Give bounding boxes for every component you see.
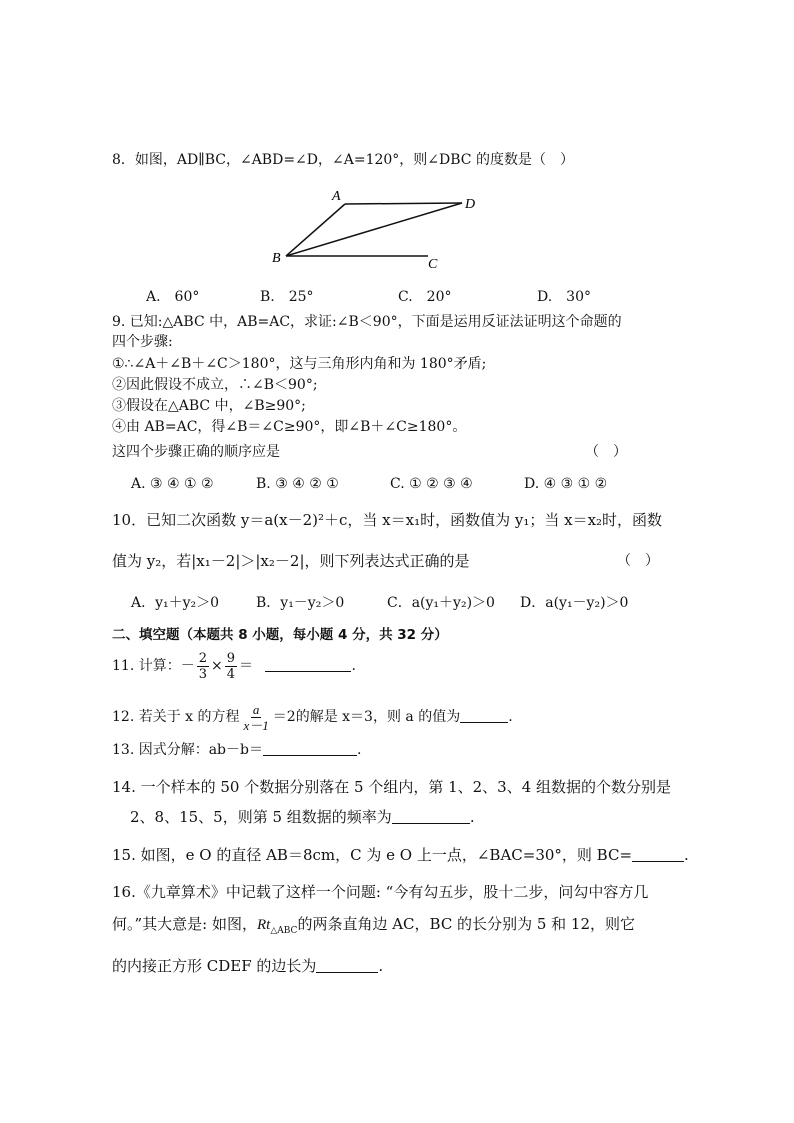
q16-line-3 [112,956,383,976]
q11-equals: ＝ [239,658,254,674]
q16-rt-subscript: △ABC [270,926,298,936]
q14-answer-blank[interactable] [392,809,470,824]
label-b: B [272,251,281,266]
q9-step-4: ④由 AB=AC，得∠B＝∠C≥90°，即∠B＋∠C≥180°。 [112,419,467,435]
q11-fraction-2-numerator: 9 [226,650,236,666]
q8-option-b: B. 25° [260,289,314,305]
q8-stem: 8．如图，AD∥BC，∠ABD=∠D，∠A=120°，则∠DBC 的度数是（ ） [112,152,574,168]
q11-fraction-1-denominator: 3 [198,666,207,682]
q9-option-c: C. ① ② ③ ④ [390,476,473,492]
q16-rt: Rt [257,917,271,933]
q12-middle: ＝2的解是 x＝3，则 a 的值为 [272,709,461,725]
q9-stem-line-1: 9. 已知:△ABC 中，AB=AC，求证:∠B＜90°，下面是运用反证法证明这个命题的 [112,314,622,330]
segment-ab [286,204,345,256]
q12-fraction-denominator: x－1 [243,717,269,733]
q12-end: . [508,709,513,725]
q11-prefix: 11. 计算：－ [112,658,195,674]
q12-prefix: 12. 若关于 x 的方程 [112,709,240,725]
q11-fraction-1-numerator: 2 [198,650,207,666]
q14-line-2-prefix: 2、8、15、5，则第 5 组数据的频率为 [130,808,392,826]
q10-stem-line-1: 10．已知二次函数 y＝a(x－2)²＋c，当 x＝x₁时，函数值为 y₁；当 x＝x₂时，函数 [112,511,663,529]
q8-figure [260,182,490,272]
q10-option-b: B．y₁－y₂＞0 [256,595,345,611]
q15-prefix: 15. 如图，e O 的直径 AB＝8cm，C 为 e O 上一点，∠BAC=30°，则 BC= [112,846,633,864]
section-2-title: 二、填空题（本题共 8 小题，每小题 4 分，共 32 分） [112,627,448,643]
q16-end: . [378,957,384,975]
q12-fraction [242,702,271,733]
q13-answer-blank[interactable] [263,741,357,756]
q13-prefix: 13. 因式分解：ab－b＝ [112,742,263,758]
q11 [112,647,356,685]
q9-step-2: ②因此假设不成立，∴∠B＜90°; [112,377,318,393]
q9-stem-line-2: 四个步骤: [112,334,173,350]
label-d: D [465,197,476,212]
q13 [112,740,361,760]
q11-fraction-2 [225,651,237,682]
q10-option-c: C．a(y₁＋y₂)＞0 [387,595,495,611]
q16-line-2 [112,914,635,941]
q16-answer-blank[interactable] [316,958,378,973]
q15 [112,845,689,865]
q10-option-a: A．y₁＋y₂＞0 [131,595,220,611]
q14-end: . [469,808,475,826]
q9-step-3: ③假设在△ABC 中，∠B≥90°; [112,398,306,414]
segment-bd [286,203,462,256]
q16-line-3-prefix: 的内接正方形 CDEF 的边长为 [112,957,317,975]
q16-line-2-prefix: 何。”其大意是: 如图， [112,915,257,933]
q14-line-2 [130,807,475,827]
q15-end: . [684,846,689,864]
q15-answer-blank[interactable] [632,847,684,862]
q10-option-d: D．a(y₁－y₂)＞0 [520,595,629,611]
q12-answer-blank[interactable] [460,708,508,723]
q10-answer-paren: （ ） [617,553,659,569]
q9-answer-paren: （ ） [585,444,627,460]
q14-line-1: 14. 一个样本的 50 个数据分别落在 5 个组内，第 1、2、3、4 组数据的个数分别是 [112,778,672,796]
q9-option-d: D. ④ ③ ① ② [524,476,608,492]
q9-option-b: B. ③ ④ ② ① [256,476,339,492]
q13-end: . [357,742,362,758]
q11-fraction-1 [197,651,209,682]
q12-fraction-numerator: a [252,701,260,717]
q9-order-prompt: 这四个步骤正确的顺序应是 [112,444,280,460]
q9-step-1: ①∴∠A＋∠B＋∠C＞180°，这与三角形内角和为 180°矛盾; [112,356,487,372]
q11-end: . [351,658,356,674]
q11-times: × [211,658,223,674]
label-c: C [428,257,438,272]
q11-answer-blank[interactable] [265,657,351,672]
q16-line-2-rest: 的两条直角边 AC，BC 的长分别为 5 和 12，则它 [297,915,635,933]
q8-option-d: D. 30° [537,289,591,305]
segment-ad [345,203,462,204]
q16-line-1: 16.《九章算术》中记载了这样一个问题: “今有勾五步，股十二步，问勾中容方几 [112,883,649,901]
q11-fraction-2-denominator: 4 [226,666,236,682]
q10-stem-line-2: 值为 y₂，若|x₁－2|＞|x₂－2|，则下列表达式正确的是 [112,552,470,570]
q12 [112,698,513,736]
label-a: A [332,189,341,204]
q8-option-c: C. 20° [398,289,452,305]
q9-option-a: A. ③ ④ ① ② [131,476,214,492]
q8-option-a: A. 60° [146,289,200,305]
